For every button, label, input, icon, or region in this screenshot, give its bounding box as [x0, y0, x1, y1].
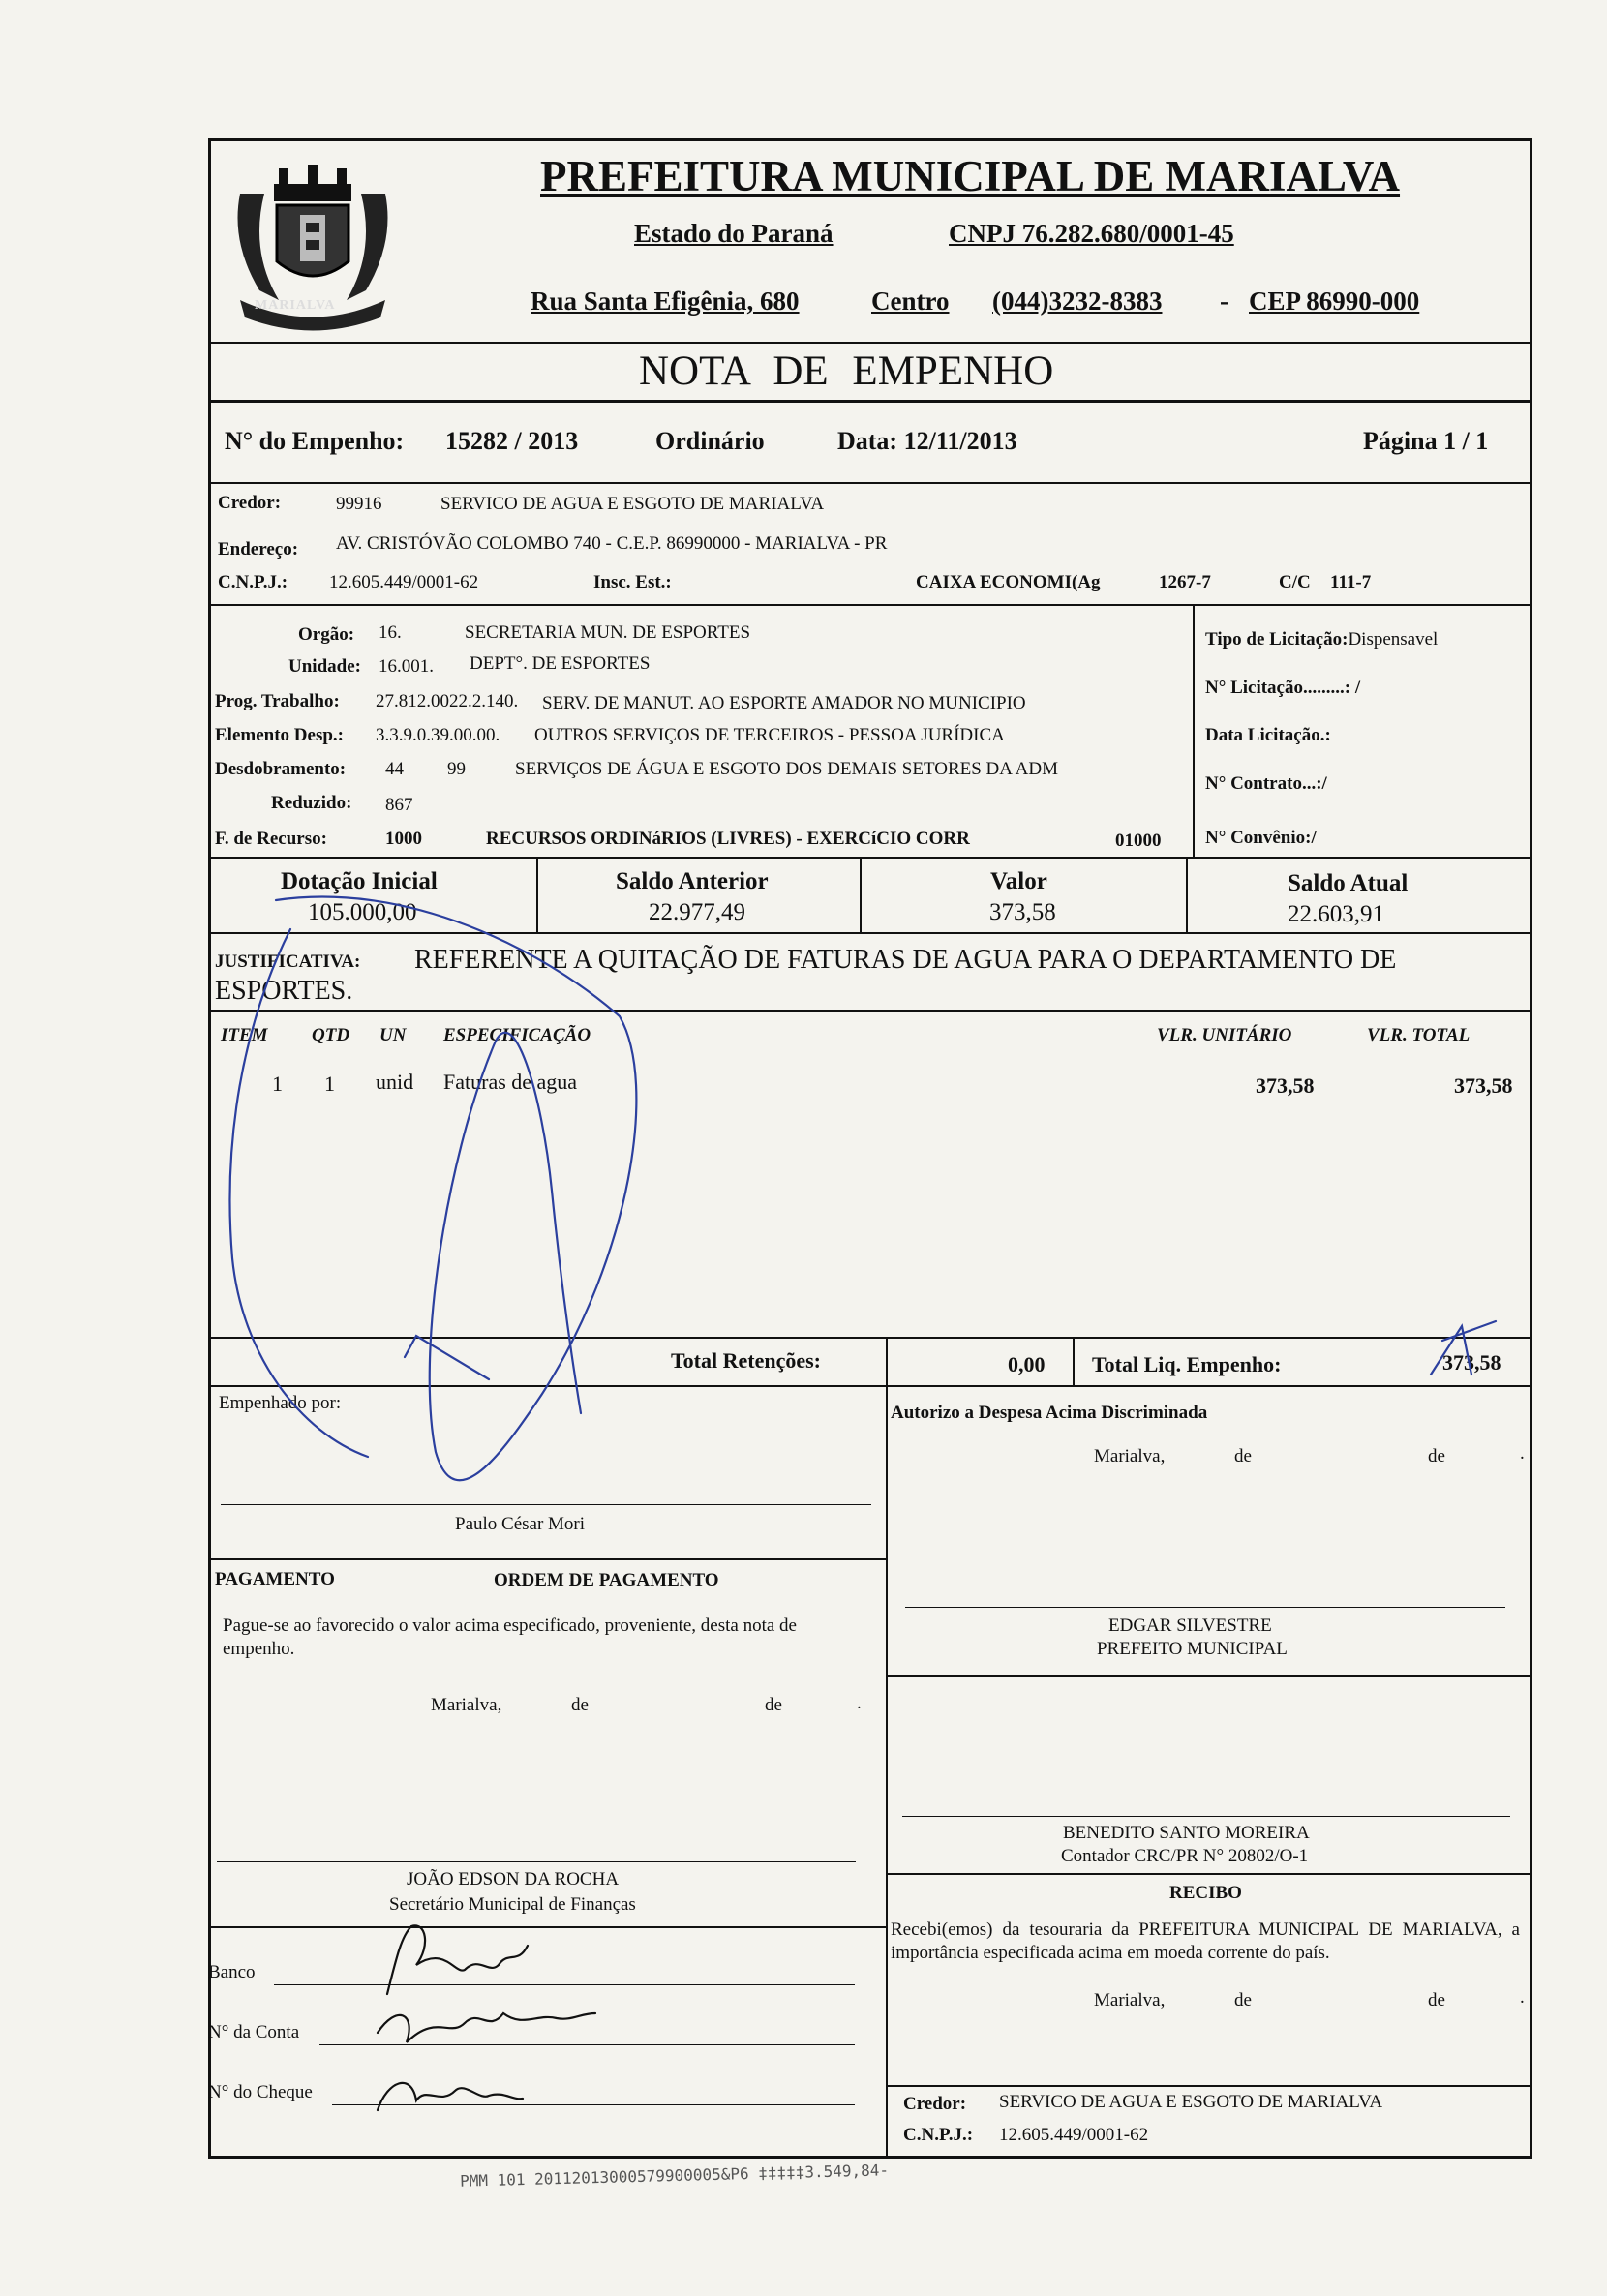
contador-role: Contador CRC/PR N° 20802/O-1	[1061, 1846, 1309, 1866]
signature-line	[217, 1861, 856, 1862]
col-header-unit: VLR. UNITÁRIO	[1157, 1025, 1292, 1045]
total-liq-value: 373,58	[1442, 1350, 1501, 1375]
retencoes-label: Total Retenções:	[671, 1348, 821, 1373]
cep: CEP 86990-000	[1249, 287, 1420, 316]
justificativa-label: JUSTIFICATIVA:	[215, 952, 361, 972]
col-header-qtd: QTD	[312, 1025, 350, 1045]
empenho-type: Ordinário	[655, 427, 765, 455]
contador-signer: BENEDITO SANTO MOREIRA	[1063, 1823, 1310, 1843]
recibo-city: Marialva,	[1094, 1990, 1166, 2010]
desdobramento-b: 99	[447, 759, 466, 779]
address-label: Endereço:	[218, 539, 299, 559]
divider	[860, 857, 862, 932]
prog-code: 27.812.0022.2.140.	[376, 691, 519, 711]
bank-stamp: PMM 101 20112013000579900005&P6 ‡‡‡‡‡3.549,84-	[459, 2160, 890, 2190]
reduzido-label: Reduzido:	[271, 793, 352, 813]
divider	[208, 1385, 1532, 1387]
divider	[1073, 1337, 1075, 1385]
unidade-code: 16.001.	[379, 656, 434, 677]
bank-agency: 1267-7	[1159, 572, 1211, 592]
item-total-value: 373,58	[1454, 1073, 1513, 1098]
reduzido-value: 867	[385, 795, 413, 815]
autorizo-city: Marialva,	[1094, 1446, 1166, 1466]
retencoes-value: 0,00	[1008, 1352, 1046, 1376]
item-spec: Faturas de agua	[443, 1070, 578, 1094]
signature-line	[905, 1607, 1505, 1608]
autorizo-role: PREFEITO MUNICIPAL	[1097, 1639, 1288, 1659]
valor-label: Valor	[990, 868, 1047, 894]
pagamento-de-2: de	[765, 1695, 782, 1715]
recibo-de-2: de	[1428, 1990, 1445, 2010]
ordem-pagamento-label: ORDEM DE PAGAMENTO	[494, 1570, 719, 1590]
tipo-licitacao	[1205, 630, 1438, 649]
recurso-num: 01000	[1115, 831, 1162, 851]
item-qtd: 1	[324, 1072, 335, 1096]
divider	[208, 482, 1532, 484]
divider	[886, 1558, 888, 2159]
justificativa-text-2: ESPORTES.	[215, 976, 353, 1006]
unidade-name: DEPT°. DE ESPORTES	[470, 653, 651, 674]
n-licitacao: N° Licitação.........: /	[1205, 678, 1361, 698]
autorizo-de-1: de	[1234, 1446, 1252, 1466]
autorizo-label: Autorizo a Despesa Acima Discriminada	[891, 1403, 1208, 1423]
divider	[886, 2085, 1532, 2087]
page-title: PREFEITURA MUNICIPAL DE MARIALVA	[540, 152, 1401, 200]
item-unit-value: 373,58	[1256, 1073, 1315, 1098]
recibo-label: RECIBO	[1169, 1883, 1242, 1903]
desdobramento-name: SERVIÇOS DE ÁGUA E ESGOTO DOS DEMAIS SETORES DA ADM	[515, 759, 1058, 779]
bank-name: CAIXA ECONOMI(Ag	[916, 572, 1101, 592]
divider	[208, 1558, 886, 1560]
dotacao-label: Dotação Inicial	[281, 868, 438, 894]
autorizo-signer: EDGAR SILVESTRE	[1108, 1616, 1272, 1636]
conta-label: N° da Conta	[208, 2022, 300, 2042]
autorizo-de-2: de	[1428, 1446, 1445, 1466]
autorizo-dot: .	[1520, 1443, 1525, 1464]
divider	[208, 604, 1532, 606]
saldo-anterior-value: 22.977,49	[649, 899, 745, 925]
desdobramento-label: Desdobramento:	[215, 759, 347, 779]
divider	[208, 1926, 886, 1928]
pagamento-text: Pague-se ao favorecido o valor acima especificado, proveniente, desta nota de empenho.	[223, 1616, 797, 1659]
desdobramento-a: 44	[385, 759, 404, 779]
divider	[208, 400, 1532, 403]
prog-label: Prog. Trabalho:	[215, 691, 340, 711]
credor-label: Credor:	[218, 493, 282, 513]
col-header-total: VLR. TOTAL	[1367, 1025, 1471, 1045]
divider	[886, 1385, 888, 1574]
credor-name: SERVICO DE AGUA E ESGOTO DE MARIALVA	[440, 494, 825, 514]
total-liq-label: Total Liq. Empenho:	[1092, 1352, 1282, 1376]
orgao-label: Orgão:	[298, 624, 355, 645]
empenho-number-label: N° do Empenho:	[225, 427, 405, 455]
credor-code: 99916	[336, 494, 382, 514]
divider	[208, 1337, 1532, 1339]
recibo-text: Recebi(emos) da tesouraria da PREFEITURA MUNICIPAL DE MARIALVA, a importância especificada acima em moeda corrente do país.	[891, 1919, 1520, 1963]
tipo-licitacao-value: Dispensavel	[1348, 629, 1439, 650]
cc-label: C/C	[1279, 572, 1311, 592]
elemento-label: Elemento Desp.:	[215, 725, 344, 745]
divider	[1186, 857, 1188, 932]
credor-cnpj: 12.605.449/0001-62	[329, 572, 479, 592]
pagamento-role: Secretário Municipal de Finanças	[389, 1894, 636, 1915]
dotacao-value: 105.000,00	[308, 899, 417, 925]
n-contrato: N° Contrato...:/	[1205, 773, 1327, 794]
item-un: unid	[376, 1070, 414, 1094]
cc-number: 111-7	[1330, 572, 1372, 592]
cnpj-label-credor: C.N.P.J.:	[218, 572, 288, 592]
header-dash: -	[1220, 287, 1228, 316]
divider	[208, 342, 1532, 344]
divider	[536, 857, 538, 932]
crest-ribbon-text: MARIALVA	[255, 298, 336, 313]
valor-value: 373,58	[989, 899, 1056, 925]
orgao-name: SECRETARIA MUN. DE ESPORTES	[465, 622, 751, 643]
cheque-label: N° do Cheque	[208, 2082, 313, 2102]
recibo-dot: .	[1520, 1987, 1525, 2008]
phone: (044)3232-8383	[992, 287, 1163, 316]
banco-line	[274, 1984, 855, 1985]
pagamento-signer: JOÃO EDSON DA ROCHA	[407, 1869, 620, 1889]
cheque-line	[332, 2104, 855, 2105]
footer-cnpj: 12.605.449/0001-62	[999, 2125, 1149, 2145]
elemento-code: 3.3.9.0.39.00.00.	[376, 725, 500, 745]
divider	[886, 1337, 888, 1385]
divider	[208, 932, 1532, 934]
recurso-code: 1000	[385, 829, 422, 849]
credor-address: AV. CRISTÓVÃO COLOMBO 740 - C.E.P. 86990000 - MARIALVA - PR	[336, 533, 888, 554]
saldo-atual-label: Saldo Atual	[1288, 870, 1409, 896]
tipo-licitacao-label: Tipo de Licitação:	[1205, 629, 1349, 650]
col-header-un: UN	[379, 1025, 407, 1045]
empenho-date: Data: 12/11/2013	[837, 427, 1017, 455]
state-label: Estado do Paraná	[634, 219, 834, 248]
cnpj-label: CNPJ 76.282.680/0001-45	[949, 219, 1234, 248]
recurso-name: RECURSOS ORDINáRIOS (LIVRES) - EXERCíCIO CORR	[486, 829, 970, 849]
prog-name: SERV. DE MANUT. AO ESPORTE AMADOR NO MUNICIPIO	[542, 693, 1026, 713]
divider	[208, 1010, 1532, 1012]
signature-line	[221, 1504, 871, 1505]
document-title: NOTA DE EMPENHO	[639, 348, 1054, 394]
page-number: Página 1 / 1	[1363, 427, 1489, 455]
pagamento-label: PAGAMENTO	[215, 1569, 335, 1589]
orgao-code: 16.	[379, 622, 402, 643]
conta-line	[319, 2044, 855, 2045]
footer-credor-label: Credor:	[903, 2094, 967, 2114]
pagamento-city: Marialva,	[431, 1695, 502, 1715]
col-header-item: ITEM	[221, 1025, 268, 1045]
recibo-de-1: de	[1234, 1990, 1252, 2010]
justificativa-text-1: REFERENTE A QUITAÇÃO DE FATURAS DE AGUA PARA O DEPARTAMENTO DE	[414, 945, 1397, 975]
divider	[1193, 604, 1195, 858]
saldo-anterior-label: Saldo Anterior	[616, 868, 769, 894]
insc-label: Insc. Est.:	[593, 572, 672, 592]
divider	[886, 1873, 1532, 1875]
saldo-atual-value: 22.603,91	[1288, 901, 1384, 927]
empenhado-signer: Paulo César Mori	[455, 1514, 586, 1534]
pagamento-de-1: de	[571, 1695, 589, 1715]
district: Centro	[871, 287, 950, 316]
unidade-label: Unidade:	[288, 656, 361, 677]
col-header-spec: ESPECIFICAÇÃO	[443, 1025, 591, 1045]
elemento-name: OUTROS SERVIÇOS DE TERCEIROS - PESSOA JURÍDICA	[534, 725, 1005, 745]
footer-credor-name: SERVICO DE AGUA E ESGOTO DE MARIALVA	[999, 2092, 1383, 2112]
n-convenio: N° Convênio:/	[1205, 828, 1317, 848]
divider	[208, 857, 1532, 859]
data-licitacao: Data Licitação.:	[1205, 725, 1331, 745]
footer-cnpj-label: C.N.P.J.:	[903, 2125, 974, 2145]
item-number: 1	[272, 1072, 283, 1096]
signature-line	[902, 1816, 1510, 1817]
divider	[886, 1675, 1532, 1677]
street-address: Rua Santa Efigênia, 680	[531, 287, 800, 316]
empenhado-label: Empenhado por:	[219, 1393, 342, 1413]
pagamento-dot: .	[857, 1693, 862, 1713]
recurso-label: F. de Recurso:	[215, 829, 327, 849]
banco-label: Banco	[208, 1962, 256, 1982]
empenho-number: 15282 / 2013	[445, 427, 579, 455]
